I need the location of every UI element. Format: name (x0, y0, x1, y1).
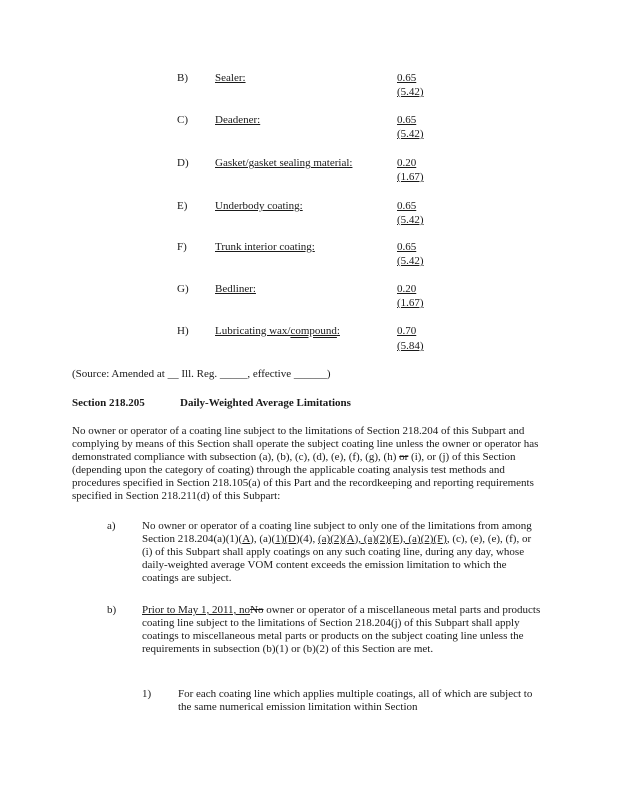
item-letter: H) (177, 325, 189, 337)
item-value: 0.65 (397, 114, 417, 126)
item-name: Lubricating wax/compound: (215, 325, 340, 337)
item-value-alt: (5.42) (397, 255, 424, 267)
item-name: Sealer: (215, 72, 246, 84)
section-title: Daily-Weighted Average Limitations (180, 397, 351, 409)
item-letter: D) (177, 157, 189, 169)
item-letter: G) (177, 283, 189, 295)
item-value: 0.65 (397, 241, 417, 253)
item-letter: F) (177, 241, 187, 253)
item-name: Underbody coating: (215, 200, 303, 212)
item-value: 0.65 (397, 72, 417, 84)
subsection-b-text: Prior to May 1, 2011, noNo owner or operator of a miscellaneous metal parts and products coating line subject to the limitations of Section 218.204(j) of this Subpart shall apply coatings to miscellaneous metal parts or products on the subject coating line unless the requirements in subsection (b)(1) or (b)(2) of this Section are met. (142, 604, 541, 655)
subsection-b1-text: For each coating line which applies multiple coatings, all of which are subject to the same numerical emission limitation within Section (178, 688, 533, 713)
subsection-label-b1: 1) (142, 688, 152, 700)
item-name: Trunk interior coating: (215, 241, 315, 253)
intro-paragraph: No owner or operator of a coating line subject to the limitations of Section 218.204 of this Subpart and complying by means of this Section shall operate the subject coating line unless the owner or operator has demonstrated compliance with subsection (a), (b), (c), (d), (e), (f), (g), (h) or (i), or (j) of this Section (depending upon the category of coating) through the applicable coating analysis test methods and procedures specified in Section 218.105(a) of this Part and the recordkeeping and reporting requirements specified in Section 218.211(d) of this Subpart: (72, 425, 539, 502)
subsection-label-b: b) (107, 604, 117, 616)
item-value-alt: (1.67) (397, 297, 424, 309)
subsection-a-text: No owner or operator of a coating line subject to only one of the limitations from among Section 218.204(a)(1)(A), (a)(1)(D)(4), (a)(2)(A), (a)(2)(E), (a)(2)(F), (c), (e), (e), (f), or (i) of this Subpart shall apply coatings on any such coating line, during any day, whose daily-weighted average VOM content exceeds the emission limitation to which the coatings are subject. (142, 520, 532, 584)
item-value: 0.70 (397, 325, 417, 337)
item-value: 0.65 (397, 200, 417, 212)
item-name: Deadener: (215, 114, 261, 126)
section-number: Section 218.205 (72, 397, 145, 409)
item-letter: B) (177, 72, 188, 84)
item-name: Bedliner: (215, 283, 256, 295)
source-note: (Source: Amended at __ Ill. Reg. _____, effective ______) (72, 368, 331, 380)
item-letter: E) (177, 200, 188, 212)
item-name: Gasket/gasket sealing material: (215, 157, 353, 169)
item-value: 0.20 (397, 283, 417, 295)
item-value-alt: (5.42) (397, 214, 424, 226)
item-value: 0.20 (397, 157, 417, 169)
subsection-label-a: a) (107, 520, 116, 532)
item-value-alt: (5.42) (397, 86, 424, 98)
item-letter: C) (177, 114, 188, 126)
item-value-alt: (5.84) (397, 340, 424, 352)
item-value-alt: (1.67) (397, 171, 424, 183)
item-value-alt: (5.42) (397, 128, 424, 140)
